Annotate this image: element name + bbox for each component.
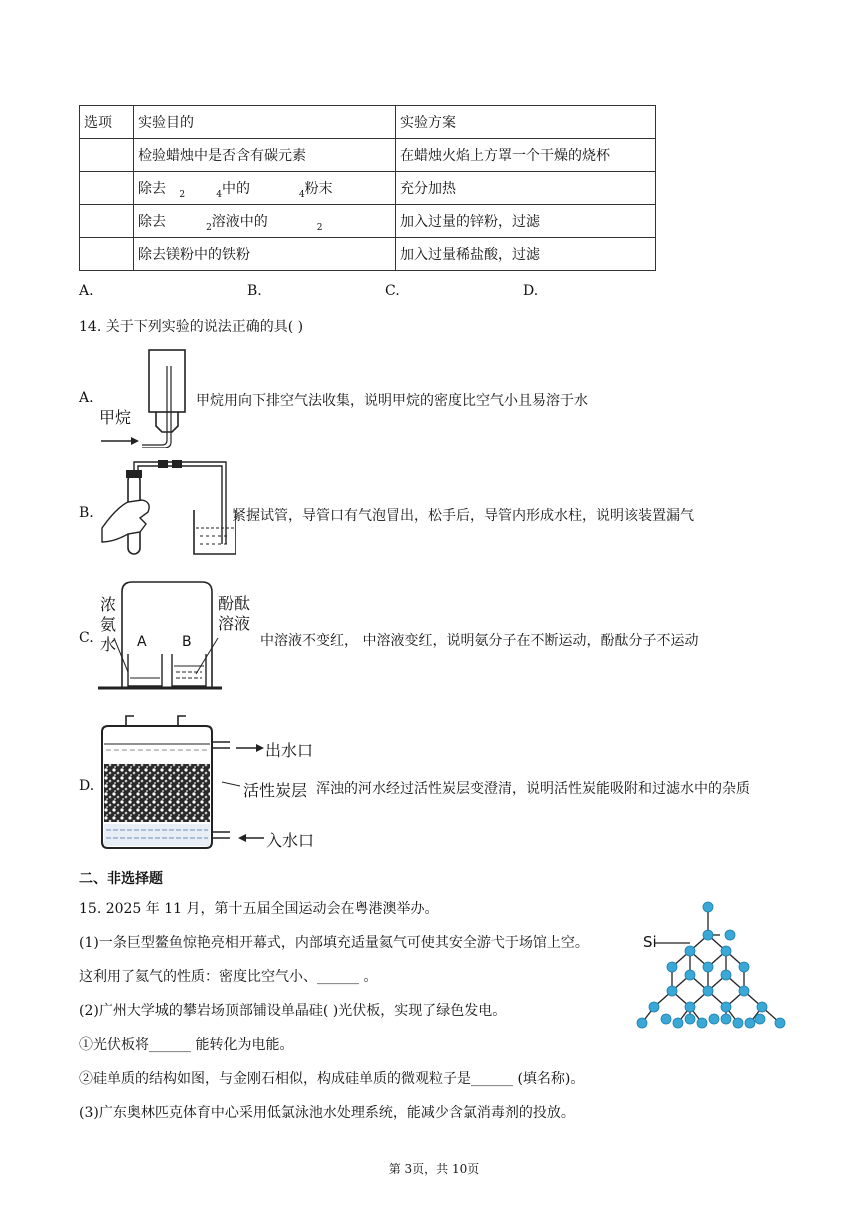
table-cell-purpose: 除去镁粉中的铁粉 xyxy=(134,238,396,271)
activated-carbon-label: 活性炭层 xyxy=(243,781,308,800)
q15-part2-a: ①光伏板将______ 能转化为电能。 xyxy=(79,1037,294,1053)
table-cell-option xyxy=(80,238,134,271)
table-cell-purpose xyxy=(134,172,396,205)
table-cell-option xyxy=(80,205,134,238)
ammonia-label-char: 浓 xyxy=(100,595,117,614)
table-row xyxy=(80,238,656,271)
q14-option-a-letter[interactable]: A. xyxy=(79,390,94,406)
q15-part2: (2)广州大学城的攀岩场顶部铺设单晶硅( )光伏板，实现了绿色发电。 xyxy=(79,1003,507,1019)
q14-option-a-text: 甲烷用向下排空气法收集，说明甲烷的密度比空气小且易溶于水 xyxy=(196,393,588,409)
q14-option-b-letter[interactable]: B. xyxy=(79,505,94,521)
q14-option-c-letter[interactable]: C. xyxy=(79,630,94,646)
table-row xyxy=(80,172,656,205)
experiment-table xyxy=(79,105,656,271)
q13-option-c[interactable]: C. xyxy=(385,283,400,299)
table-cell-plan: 在蜡烛火焰上方罩一个干燥的烧杯 xyxy=(396,139,656,172)
airtightness-check-figure xyxy=(96,458,236,558)
q15-part1-blank: 这利用了氦气的性质：密度比空气小、______ 。 xyxy=(79,969,378,985)
section-heading: 二、非选择题 xyxy=(79,871,163,887)
q15-stem: 15. 2025 年 11 月，第十五届全国运动会在粤港澳举办。 xyxy=(79,901,439,917)
si-label: Si xyxy=(643,933,657,951)
subscript: 2 xyxy=(206,223,212,233)
table-cell-plan: 充分加热 xyxy=(396,172,656,205)
silicon-crystal-structure xyxy=(630,895,796,1040)
table-cell-purpose xyxy=(134,205,396,238)
table-header-row xyxy=(80,106,656,139)
ammonia-label-char: 水 xyxy=(100,635,117,654)
table-cell-purpose: 检验蜡烛中是否含有碳元素 xyxy=(134,139,396,172)
text-part: 粉末 xyxy=(304,181,333,197)
subscript: 4 xyxy=(298,190,305,200)
subscript: 2 xyxy=(179,190,186,200)
table-cell-plan: 加入过量的锌粉，过滤 xyxy=(396,205,656,238)
table-row xyxy=(80,205,656,238)
page-footer: 第 3页，共 10页 xyxy=(388,1162,480,1176)
activated-carbon-filter-figure xyxy=(96,712,246,854)
q15-part3: (3)广东奥林匹克体育中心采用低氯泳池水处理系统，能减少含氯消毒剂的投放。 xyxy=(79,1105,575,1121)
table-header: 选项 xyxy=(80,106,134,139)
subscript: 2 xyxy=(316,223,323,233)
table-header: 实验方案 xyxy=(396,106,656,139)
methane-label: 甲烷 xyxy=(99,408,132,427)
phenolphthalein-label-line: 溶液 xyxy=(218,614,251,633)
water-inlet-label: 入水口 xyxy=(266,831,315,850)
phenolphthalein-label xyxy=(218,594,250,634)
q14-stem: 14. 关于下列实验的说法正确的具( ) xyxy=(79,319,304,335)
ammonia-label xyxy=(100,595,116,655)
table-row xyxy=(80,139,656,172)
q14-option-d-letter[interactable]: D. xyxy=(79,778,95,794)
table-cell-option xyxy=(80,172,134,205)
beaker-a-label: A xyxy=(137,634,147,650)
q13-option-a[interactable]: A. xyxy=(79,283,94,299)
methane-collection-figure xyxy=(96,346,196,448)
text-part: 除去 xyxy=(138,214,166,230)
table-cell-option xyxy=(80,139,134,172)
ammonia-label-char: 氨 xyxy=(100,615,117,634)
phenolphthalein-label-line: 酚酞 xyxy=(218,594,251,613)
beaker-b-label: B xyxy=(182,634,192,650)
q15-part2-b: ②硅单质的结构如图，与金刚石相似，构成硅单质的微观粒子是______ (填名称)。 xyxy=(79,1071,585,1087)
table-cell-plan: 加入过量稀盐酸，过滤 xyxy=(396,238,656,271)
q14-option-b-text: 紧握试管，导管口有气泡冒出，松手后，导管内形成水柱，说明该装置漏气 xyxy=(232,508,694,524)
subscript: 4 xyxy=(216,190,222,200)
table-header: 实验目的 xyxy=(134,106,396,139)
q13-option-d[interactable]: D. xyxy=(523,283,539,299)
text-part: 中的 xyxy=(221,181,250,197)
q14-option-d-text: 浑浊的河水经过活性炭层变澄清，说明活性炭能吸附和过滤水中的杂质 xyxy=(316,781,750,797)
q14-option-c-text: 中溶液不变红， 中溶液变红，说明氨分子在不断运动，酚酞分子不运动 xyxy=(260,633,699,649)
text-part: 溶液中的 xyxy=(211,214,268,230)
water-outlet-label: 出水口 xyxy=(265,741,314,760)
q15-part1: (1)一条巨型鳌鱼惊艳亮相开幕式，内部填充适量氦气可使其安全游弋于场馆上空。 xyxy=(79,935,589,951)
q13-option-b[interactable]: B. xyxy=(247,283,262,299)
text-part: 除去 xyxy=(138,181,166,197)
